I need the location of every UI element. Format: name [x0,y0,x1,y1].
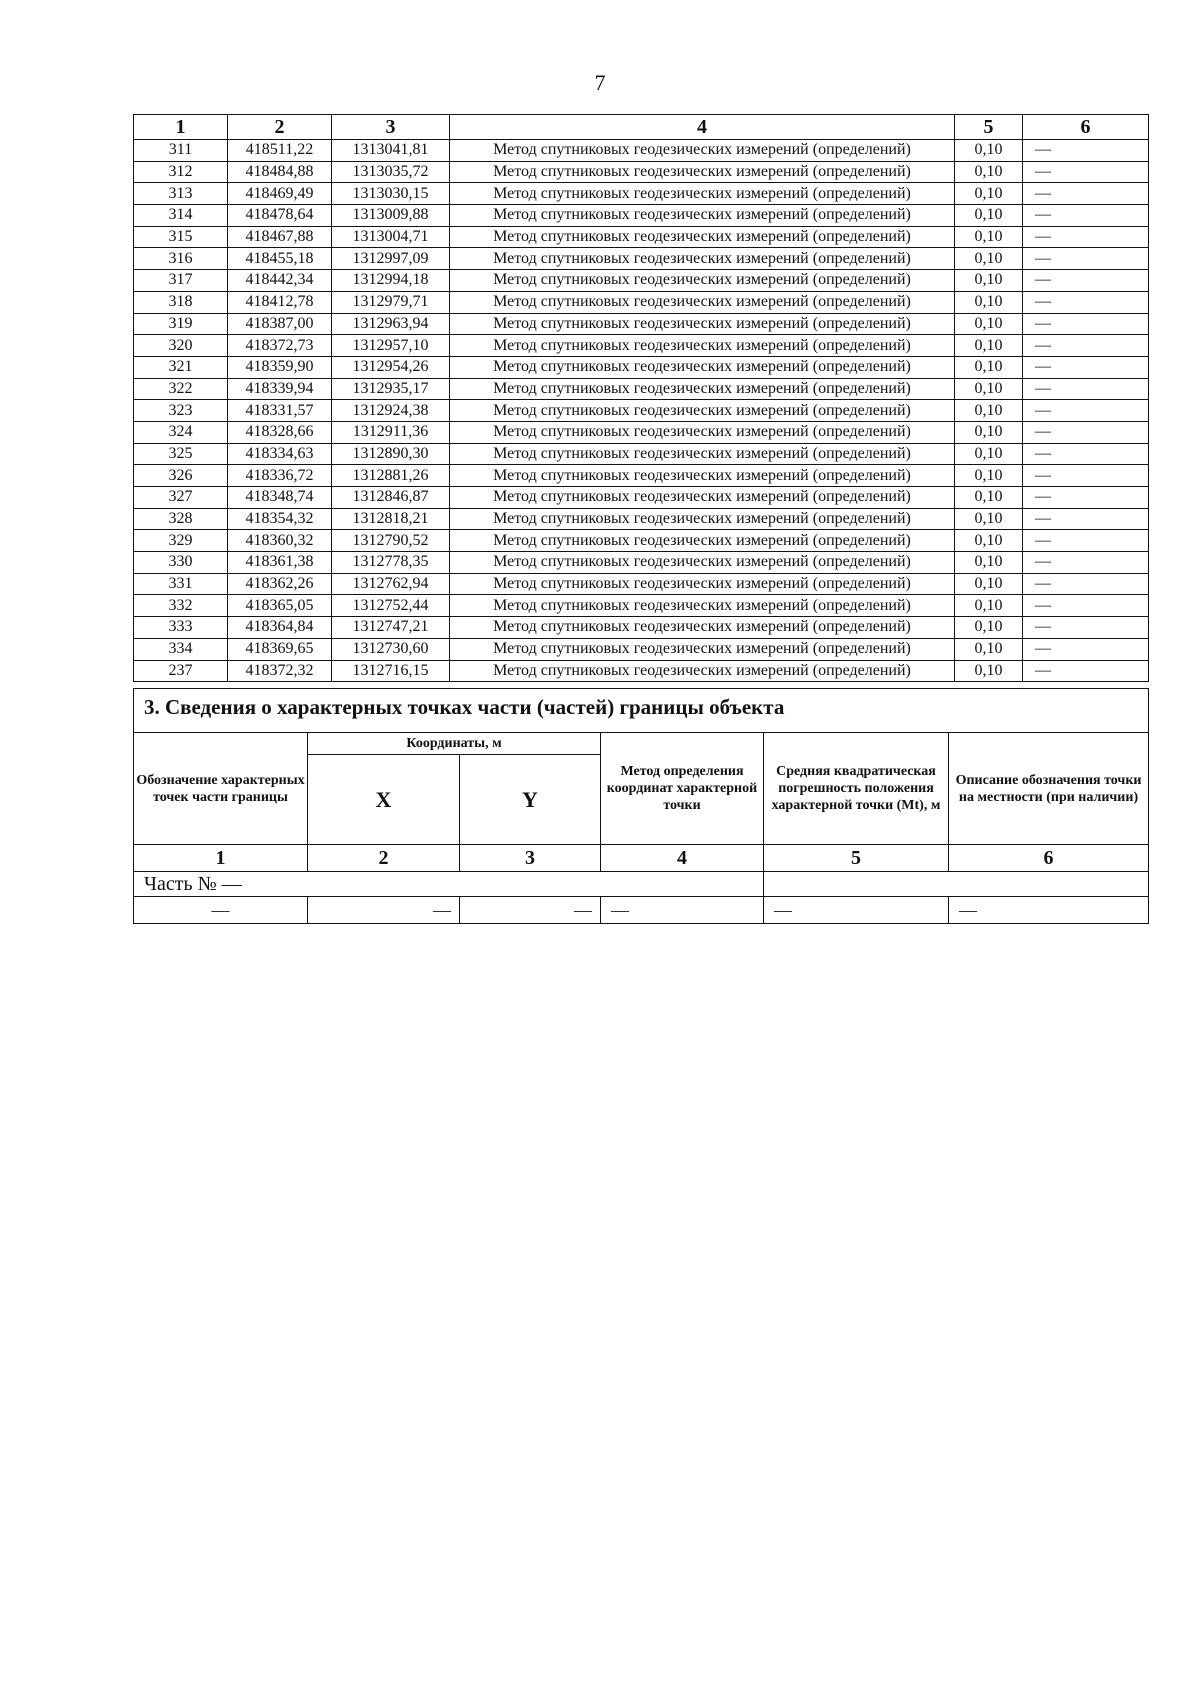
accuracy-cell: 0,10 [955,573,1023,595]
point-number-cell: 314 [134,205,228,227]
table-row [134,400,1149,422]
y-coordinate-cell: 1313041,81 [332,140,450,162]
dash-cell: — [460,897,601,924]
point-number-cell: 328 [134,508,228,530]
column-number: 2 [308,845,460,872]
method-cell: Метод спутниковых геодезических измерений (определений) [450,465,955,487]
accuracy-cell: 0,10 [955,487,1023,509]
x-coordinate-cell: 418369,65 [228,638,332,660]
method-cell: Метод спутниковых геодезических измерений (определений) [450,291,955,313]
table-row [134,248,1149,270]
x-coordinate-cell: 418442,34 [228,270,332,292]
table-row [134,313,1149,335]
table-row [134,140,1149,162]
x-coordinate-cell: 418334,63 [228,443,332,465]
description-cell: — [1023,140,1149,162]
x-coordinate-cell: 418328,66 [228,421,332,443]
x-coordinate-cell: 418372,32 [228,660,332,682]
method-cell: Метод спутниковых геодезических измерений (определений) [450,617,955,639]
description-cell: — [1023,595,1149,617]
description-cell: — [1023,335,1149,357]
point-number-cell: 321 [134,356,228,378]
description-cell: — [1023,183,1149,205]
point-number-cell: 329 [134,530,228,552]
description-cell: — [1023,400,1149,422]
coords-group-header: Координаты, м [308,733,601,755]
description-cell: — [1023,313,1149,335]
point-number-cell: 323 [134,400,228,422]
description-cell: — [1023,508,1149,530]
x-coordinate-cell: 418484,88 [228,161,332,183]
point-number-cell: 315 [134,226,228,248]
table-row [134,421,1149,443]
x-coordinate-cell: 418331,57 [228,400,332,422]
point-number-cell: 326 [134,465,228,487]
column-number: 4 [601,845,764,872]
x-coordinate-cell: 418455,18 [228,248,332,270]
x-coordinate-cell: 418354,32 [228,508,332,530]
method-cell: Метод спутниковых геодезических измерений (определений) [450,573,955,595]
point-number-cell: 332 [134,595,228,617]
x-coordinate-cell: 418478,64 [228,205,332,227]
table-row [134,465,1149,487]
x-coordinate-cell: 418360,32 [228,530,332,552]
method-cell: Метод спутниковых геодезических измерений (определений) [450,595,955,617]
method-cell: Метод спутниковых геодезических измерений (определений) [450,530,955,552]
header-cell: 1 [134,115,228,140]
method-cell: Метод спутниковых геодезических измерений (определений) [450,378,955,400]
y-coordinate-cell: 1312935,17 [332,378,450,400]
x-coordinate-cell: 418412,78 [228,291,332,313]
table-row [134,638,1149,660]
description-cell: — [1023,356,1149,378]
description-cell: — [1023,421,1149,443]
accuracy-cell: 0,10 [955,313,1023,335]
table-row [134,552,1149,574]
y-coordinate-cell: 1312752,44 [332,595,450,617]
y-coordinate-cell: 1313004,71 [332,226,450,248]
col-method-header: Метод определения координат характерной точки [601,733,764,845]
y-coordinate-cell: 1312747,21 [332,617,450,639]
dash-row [134,897,1149,924]
header-cell: 2 [228,115,332,140]
method-cell: Метод спутниковых геодезических измерений (определений) [450,552,955,574]
description-cell: — [1023,487,1149,509]
col-x-header: X [308,755,460,845]
x-coordinate-cell: 418387,00 [228,313,332,335]
y-coordinate-cell: 1312954,26 [332,356,450,378]
accuracy-cell: 0,10 [955,660,1023,682]
page-number: 7 [594,70,606,95]
table-row [134,660,1149,682]
x-coordinate-cell: 418362,26 [228,573,332,595]
x-coordinate-cell: 418359,90 [228,356,332,378]
header-cell: 5 [955,115,1023,140]
column-number: 1 [134,845,308,872]
header-cell: 3 [332,115,450,140]
point-number-cell: 237 [134,660,228,682]
y-coordinate-cell: 1312790,52 [332,530,450,552]
method-cell: Метод спутниковых геодезических измерений (определений) [450,183,955,205]
accuracy-cell: 0,10 [955,638,1023,660]
part-label: Часть № — [134,872,764,897]
header-row [134,115,1149,140]
column-numbers-row [134,845,1149,872]
table-row [134,508,1149,530]
table-row [134,291,1149,313]
point-number-cell: 325 [134,443,228,465]
point-number-cell: 331 [134,573,228,595]
accuracy-cell: 0,10 [955,335,1023,357]
method-cell: Метод спутниковых геодезических измерений (определений) [450,508,955,530]
table-row [134,161,1149,183]
x-coordinate-cell: 418336,72 [228,465,332,487]
method-cell: Метод спутниковых геодезических измерений (определений) [450,248,955,270]
table-row [134,443,1149,465]
method-cell: Метод спутниковых геодезических измерений (определений) [450,356,955,378]
table-row [134,530,1149,552]
table-row [134,270,1149,292]
y-coordinate-cell: 1312911,36 [332,421,450,443]
table-row [134,487,1149,509]
description-cell: — [1023,530,1149,552]
description-cell: — [1023,573,1149,595]
col-y-header: Y [460,755,601,845]
method-cell: Метод спутниковых геодезических измерений (определений) [450,140,955,162]
description-cell: — [1023,638,1149,660]
method-cell: Метод спутниковых геодезических измерений (определений) [450,487,955,509]
accuracy-cell: 0,10 [955,226,1023,248]
x-coordinate-cell: 418469,49 [228,183,332,205]
x-coordinate-cell: 418339,94 [228,378,332,400]
y-coordinate-cell: 1312881,26 [332,465,450,487]
point-number-cell: 333 [134,617,228,639]
col-accuracy-header: Средняя квадратическая погрешность положения характерной точки (Mt), м [764,733,949,845]
point-number-cell: 330 [134,552,228,574]
accuracy-cell: 0,10 [955,552,1023,574]
part-empty-cell [764,872,1149,897]
description-cell: — [1023,617,1149,639]
y-coordinate-cell: 1312994,18 [332,270,450,292]
method-cell: Метод спутниковых геодезических измерений (определений) [450,335,955,357]
y-coordinate-cell: 1312957,10 [332,335,450,357]
accuracy-cell: 0,10 [955,356,1023,378]
table-row [134,335,1149,357]
table-row [134,595,1149,617]
y-coordinate-cell: 1312846,87 [332,487,450,509]
dash-cell: — [601,897,764,924]
y-coordinate-cell: 1312979,71 [332,291,450,313]
description-cell: — [1023,552,1149,574]
accuracy-cell: 0,10 [955,378,1023,400]
point-number-cell: 313 [134,183,228,205]
y-coordinate-cell: 1312762,94 [332,573,450,595]
method-cell: Метод спутниковых геодезических измерений (определений) [450,205,955,227]
method-cell: Метод спутниковых геодезических измерений (определений) [450,161,955,183]
table-row [134,617,1149,639]
accuracy-cell: 0,10 [955,617,1023,639]
table-row [134,573,1149,595]
table-row [134,226,1149,248]
dash-cell: — [134,897,308,924]
accuracy-cell: 0,10 [955,530,1023,552]
description-cell: — [1023,205,1149,227]
header-cell: 4 [450,115,955,140]
description-cell: — [1023,226,1149,248]
y-coordinate-cell: 1312924,38 [332,400,450,422]
point-number-cell: 322 [134,378,228,400]
point-number-cell: 311 [134,140,228,162]
boundary-points-table [133,114,1149,682]
accuracy-cell: 0,10 [955,595,1023,617]
table-row [134,378,1149,400]
y-coordinate-cell: 1313035,72 [332,161,450,183]
dash-cell: — [308,897,460,924]
method-cell: Метод спутниковых геодезических измерений (определений) [450,421,955,443]
description-cell: — [1023,248,1149,270]
column-number: 3 [460,845,601,872]
y-coordinate-cell: 1312963,94 [332,313,450,335]
accuracy-cell: 0,10 [955,205,1023,227]
point-number-cell: 312 [134,161,228,183]
dash-cell: — [764,897,949,924]
y-coordinate-cell: 1313030,15 [332,183,450,205]
x-coordinate-cell: 418372,73 [228,335,332,357]
y-coordinate-cell: 1312730,60 [332,638,450,660]
accuracy-cell: 0,10 [955,421,1023,443]
accuracy-cell: 0,10 [955,161,1023,183]
accuracy-cell: 0,10 [955,183,1023,205]
accuracy-cell: 0,10 [955,400,1023,422]
part-row [134,872,1149,897]
accuracy-cell: 0,10 [955,248,1023,270]
accuracy-cell: 0,10 [955,465,1023,487]
table-row [134,356,1149,378]
method-cell: Метод спутниковых геодезических измерений (определений) [450,270,955,292]
y-coordinate-cell: 1312890,30 [332,443,450,465]
description-cell: — [1023,378,1149,400]
method-cell: Метод спутниковых геодезических измерений (определений) [450,400,955,422]
method-cell: Метод спутниковых геодезических измерений (определений) [450,638,955,660]
y-coordinate-cell: 1312997,09 [332,248,450,270]
x-coordinate-cell: 418467,88 [228,226,332,248]
accuracy-cell: 0,10 [955,508,1023,530]
description-cell: — [1023,161,1149,183]
table-row [134,183,1149,205]
y-coordinate-cell: 1313009,88 [332,205,450,227]
x-coordinate-cell: 418364,84 [228,617,332,639]
accuracy-cell: 0,10 [955,291,1023,313]
section3-title: 3. Сведения о характерных точках части (частей) границы объекта [134,689,1149,733]
accuracy-cell: 0,10 [955,443,1023,465]
table-row [134,205,1149,227]
point-number-cell: 324 [134,421,228,443]
method-cell: Метод спутниковых геодезических измерений (определений) [450,313,955,335]
point-number-cell: 317 [134,270,228,292]
x-coordinate-cell: 418361,38 [228,552,332,574]
header-cell: 6 [1023,115,1149,140]
y-coordinate-cell: 1312716,15 [332,660,450,682]
description-cell: — [1023,660,1149,682]
point-number-cell: 316 [134,248,228,270]
accuracy-cell: 0,10 [955,140,1023,162]
col-description-header: Описание обозначения точки на местности (при наличии) [949,733,1149,845]
dash-cell: — [949,897,1149,924]
y-coordinate-cell: 1312778,35 [332,552,450,574]
description-cell: — [1023,270,1149,292]
method-cell: Метод спутниковых геодезических измерений (определений) [450,660,955,682]
point-number-cell: 319 [134,313,228,335]
method-cell: Метод спутниковых геодезических измерений (определений) [450,226,955,248]
point-number-cell: 320 [134,335,228,357]
x-coordinate-cell: 418365,05 [228,595,332,617]
method-cell: Метод спутниковых геодезических измерений (определений) [450,443,955,465]
section3-table [133,688,1149,924]
table-body [134,140,1149,682]
description-cell: — [1023,443,1149,465]
x-coordinate-cell: 418511,22 [228,140,332,162]
point-number-cell: 334 [134,638,228,660]
column-number: 6 [949,845,1149,872]
point-number-cell: 318 [134,291,228,313]
col-designation-header: Обозначение характерных точек части границы [134,733,308,845]
point-number-cell: 327 [134,487,228,509]
description-cell: — [1023,465,1149,487]
y-coordinate-cell: 1312818,21 [332,508,450,530]
x-coordinate-cell: 418348,74 [228,487,332,509]
accuracy-cell: 0,10 [955,270,1023,292]
description-cell: — [1023,291,1149,313]
column-number: 5 [764,845,949,872]
